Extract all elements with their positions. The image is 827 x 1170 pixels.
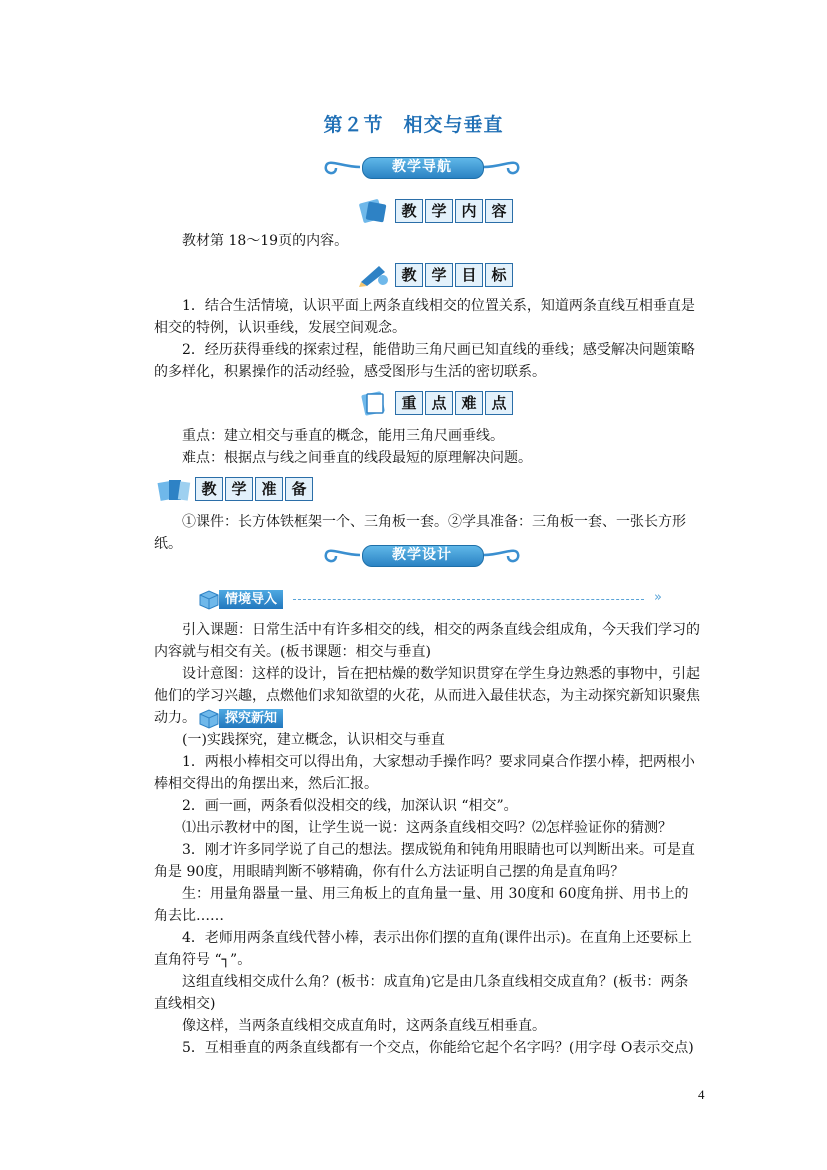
explore-paragraph: 1．两根小棒相交可以得出角，大家想动手操作吗？要求同桌合作摆小棒，把两根小棒相交得出的角摆出来，然后汇报。: [154, 754, 695, 792]
key-points-section: [154, 425, 702, 469]
explore-paragraph: 这组直线相交成什么角？(板书：成直角)它是由几条直线相交成直角？(板书：两条直线相交): [154, 974, 689, 1012]
scroll-curl-left-icon: [322, 154, 362, 180]
banner-teaching-design: [322, 540, 522, 570]
heading-key-points: [357, 390, 515, 416]
heading-char: 容: [485, 199, 513, 223]
heading-char: 准: [255, 477, 283, 501]
explore-paragraph: ⑴出示教材中的图，让学生说一说：这两条直线相交吗？⑵怎样验证你的猜测？: [182, 820, 672, 836]
books-icon: [157, 476, 191, 502]
pencil-icon: [357, 262, 391, 288]
page-number: 4: [698, 1087, 705, 1102]
content-text: [154, 230, 702, 252]
heading-char: 点: [425, 391, 453, 415]
banner-label: 教学设计: [392, 547, 452, 563]
heading-char: 目: [455, 263, 483, 287]
heading-teaching-prep: [157, 476, 315, 502]
heading-char: 内: [455, 199, 483, 223]
heading-teaching-content: [357, 198, 515, 224]
notebook-icon: [357, 390, 391, 416]
key-point-item: 重点：建立相交与垂直的概念，能用三角尺画垂线。: [182, 428, 504, 444]
double-arrow-icon: »: [654, 590, 662, 605]
explore-paragraph: 4．老师用两条直线代替小棒，表示出你们摆的直角(课件出示)。在直角上还要标上直角符号 “┐”。: [154, 930, 692, 968]
heading-char: 重: [395, 391, 423, 415]
explore-paragraph: (一)实践探究，建立概念，认识相交与垂直: [182, 732, 445, 748]
banner-teaching-guide: [322, 152, 522, 182]
heading-char: 备: [285, 477, 313, 501]
heading-char: 学: [425, 199, 453, 223]
explore-paragraph: 像这样，当两条直线相交成直角时，这两条直线互相垂直。: [182, 1018, 546, 1034]
heading-char: 学: [425, 263, 453, 287]
book-icon: [357, 198, 391, 224]
heading-char: 学: [225, 477, 253, 501]
page-title: 第２节 相交与垂直: [323, 114, 504, 136]
intro-paragraph: 设计意图：这样的设计，旨在把枯燥的数学知识贯穿在学生身边熟悉的事物中，引起他们的学习兴趣，点燃他们求知欲望的火花，从而进入最佳状态，为主动探究新知识聚焦动力。: [154, 666, 700, 726]
explore-section: [154, 729, 702, 1059]
heading-char: 难: [455, 391, 483, 415]
cube-icon: [197, 707, 221, 729]
heading-char: 标: [485, 263, 513, 287]
goals-section: [154, 295, 702, 383]
key-point-item: 难点：根据点与线之间垂直的线段最短的原理解决问题。: [182, 450, 532, 466]
heading-char: 点: [485, 391, 513, 415]
cube-icon: [197, 588, 221, 610]
explore-paragraph: 5．互相垂直的两条直线都有一个交点，你能给它起个名字吗？(用字母 O表示交点): [182, 1040, 694, 1056]
scroll-curl-left-icon: [322, 542, 362, 568]
explore-paragraph: 生：用量角器量一量、用三角板上的直角量一量、用 30度和 60度角拼、用书上的角去比……: [154, 886, 689, 924]
heading-char: 教: [395, 199, 423, 223]
intro-paragraph: 引入课题：日常生活中有许多相交的线，相交的两条直线会组成角，今天我们学习的内容就与相交有关。(板书课题：相交与垂直): [154, 622, 700, 660]
goal-item: 2．经历获得垂线的探索过程，能借助三角尺画已知直线的垂线；感受解决问题策略的多样化，积累操作的活动经验，感受图形与生活的密切联系。: [154, 342, 695, 380]
heading-char: 教: [195, 477, 223, 501]
tag-label: 探究新知: [219, 709, 283, 728]
explore-paragraph: 3．刚才许多同学说了自己的想法。摆成锐角和钝角用眼睛也可以判断出来。可是直角是 90度，用眼睛判断不够精确，你有什么方法证明自己摆的角是直角吗？: [154, 842, 695, 880]
content-paragraph: 教材第 18～19页的内容。: [182, 233, 349, 249]
scroll-curl-right-icon: [482, 154, 522, 180]
explore-paragraph: 2．画一画，两条看似没相交的线，加深认识 “相交”。: [182, 798, 518, 814]
heading-teaching-goals: [357, 262, 515, 288]
dashed-divider: [293, 599, 644, 600]
prep-text: ①课件：长方体铁框架一个、三角板一套。②学具准备：三角板一套、一张长方形纸。: [154, 514, 686, 552]
tag-label: 情境导入: [219, 590, 283, 609]
tag-scenario-intro: [197, 587, 662, 613]
goal-item: 1．结合生活情境，认识平面上两条直线相交的位置关系，知道两条直线互相垂直是相交的特例，认识垂线，发展空间观念。: [154, 298, 695, 336]
banner-label: 教学导航: [392, 159, 452, 175]
scroll-curl-right-icon: [482, 542, 522, 568]
heading-char: 教: [395, 263, 423, 287]
